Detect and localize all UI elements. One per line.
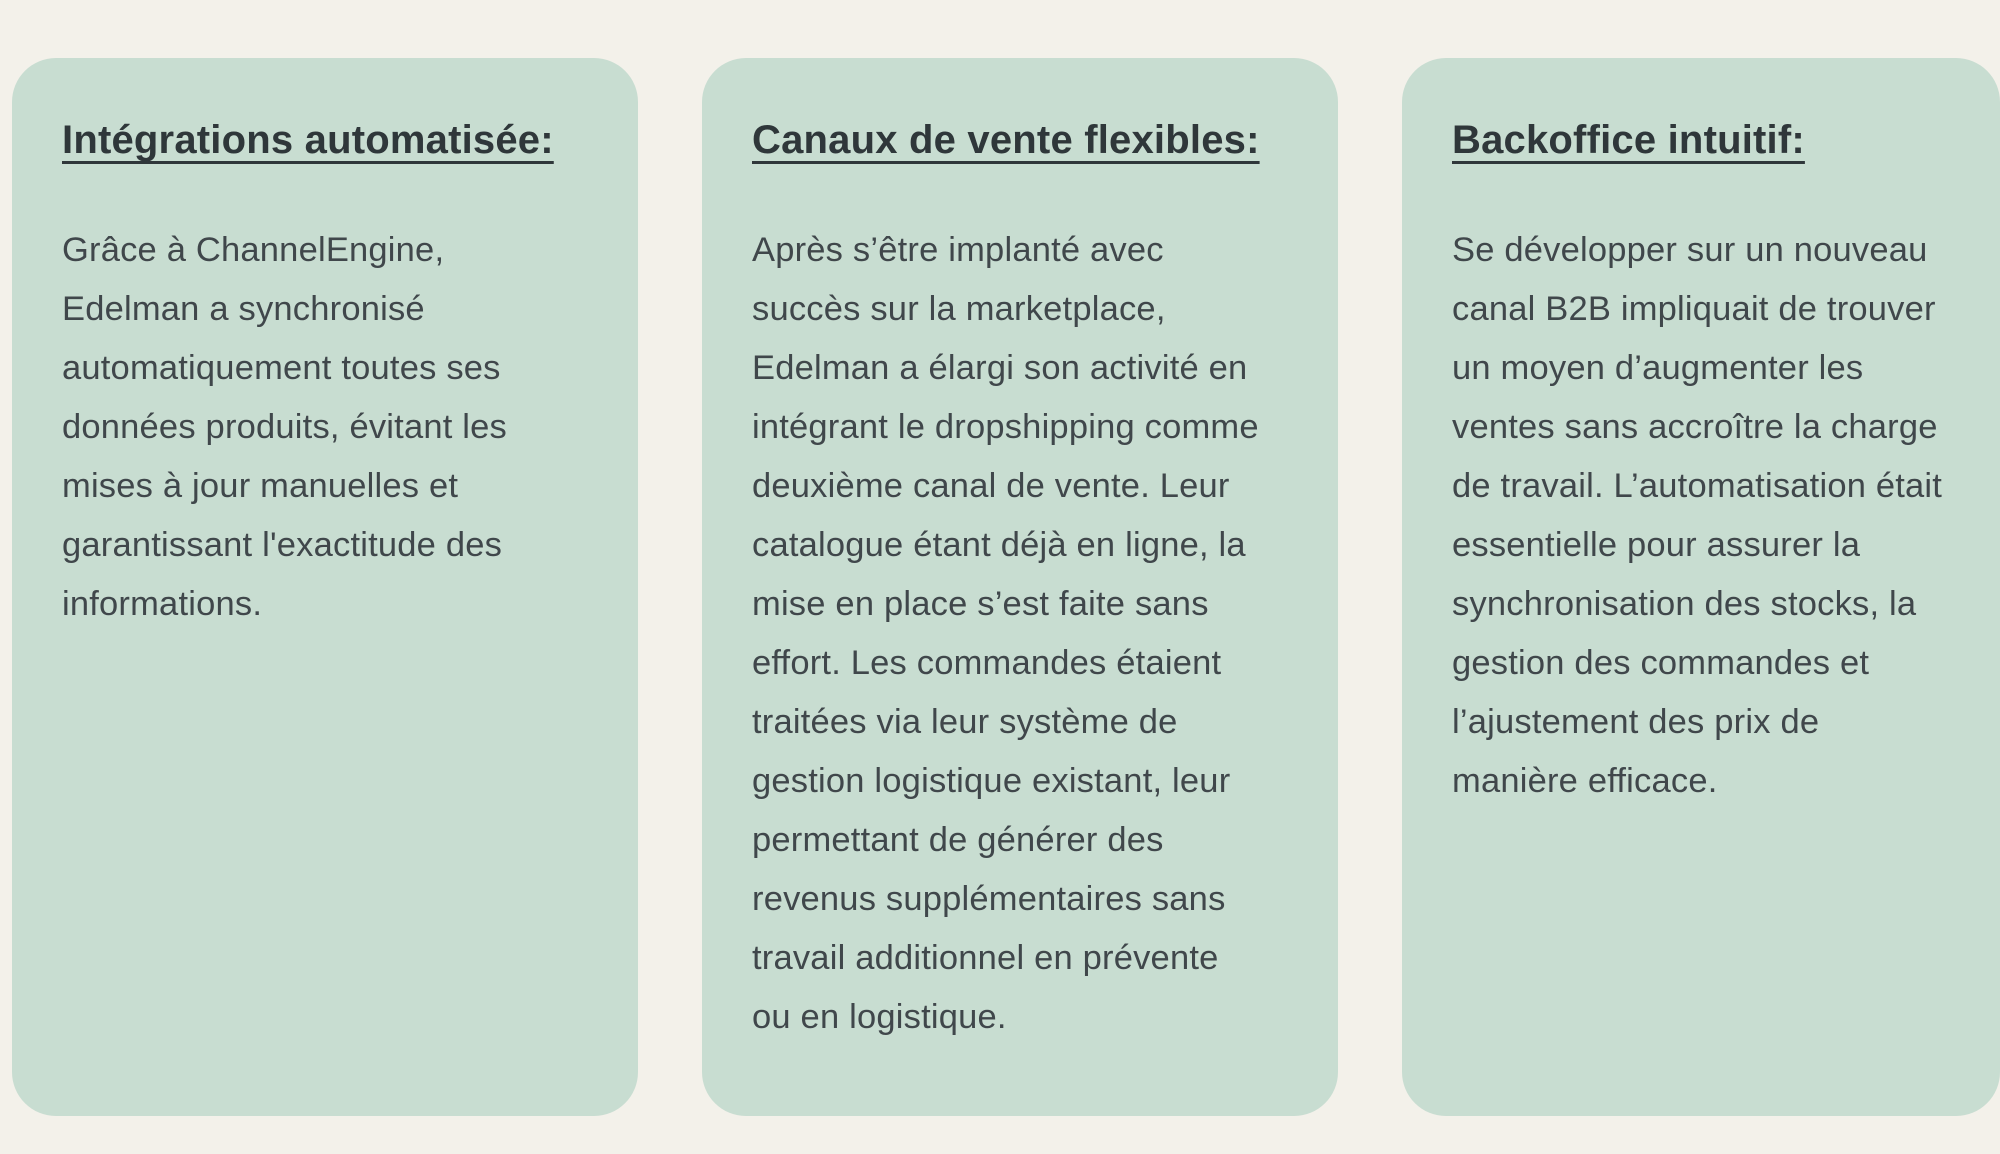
card-title-flexible-sales-channels: Canaux de vente flexibles: [752,118,1260,162]
card-body-flexible-sales-channels: Après s’être implanté avec succès sur la marketplace, Edelman a élargi son activité en intégrant le dropshipping comme deuxième canal de vente. Leur catalogue étant déjà en ligne, la mise en place s’est faite sans effort. Les commandes étaient traitées via leur système de gestion logistique existant, leur permettant de générer des revenus supplémentaires sans travail additionnel en prévente ou en logistique. [752,231,1259,1036]
card-title-automated-integrations: Intégrations automatisée: [62,118,554,162]
card-body-automated-integrations: Grâce à ChannelEngine, Edelman a synchronisé automatiquement toutes ses données produits, évitant les mises à jour manuelles et garantissant l'exactitude des informations. [62,231,508,623]
card-title-intuitive-backoffice: Backoffice intuitif: [1452,118,1805,162]
card-intuitive-backoffice [1402,58,2000,1116]
card-flexible-sales-channels [702,58,1338,1116]
card-body-intuitive-backoffice: Se développer sur un nouveau canal B2B impliquait de trouver un moyen d’augmenter les ventes sans accroître la charge de travail. L’automatisation était essentielle pour assurer la synchronisation des stocks, la gestion des commandes et l’ajustement des prix de manière efficace. [1452,231,1943,800]
card-automated-integrations [12,58,638,1116]
